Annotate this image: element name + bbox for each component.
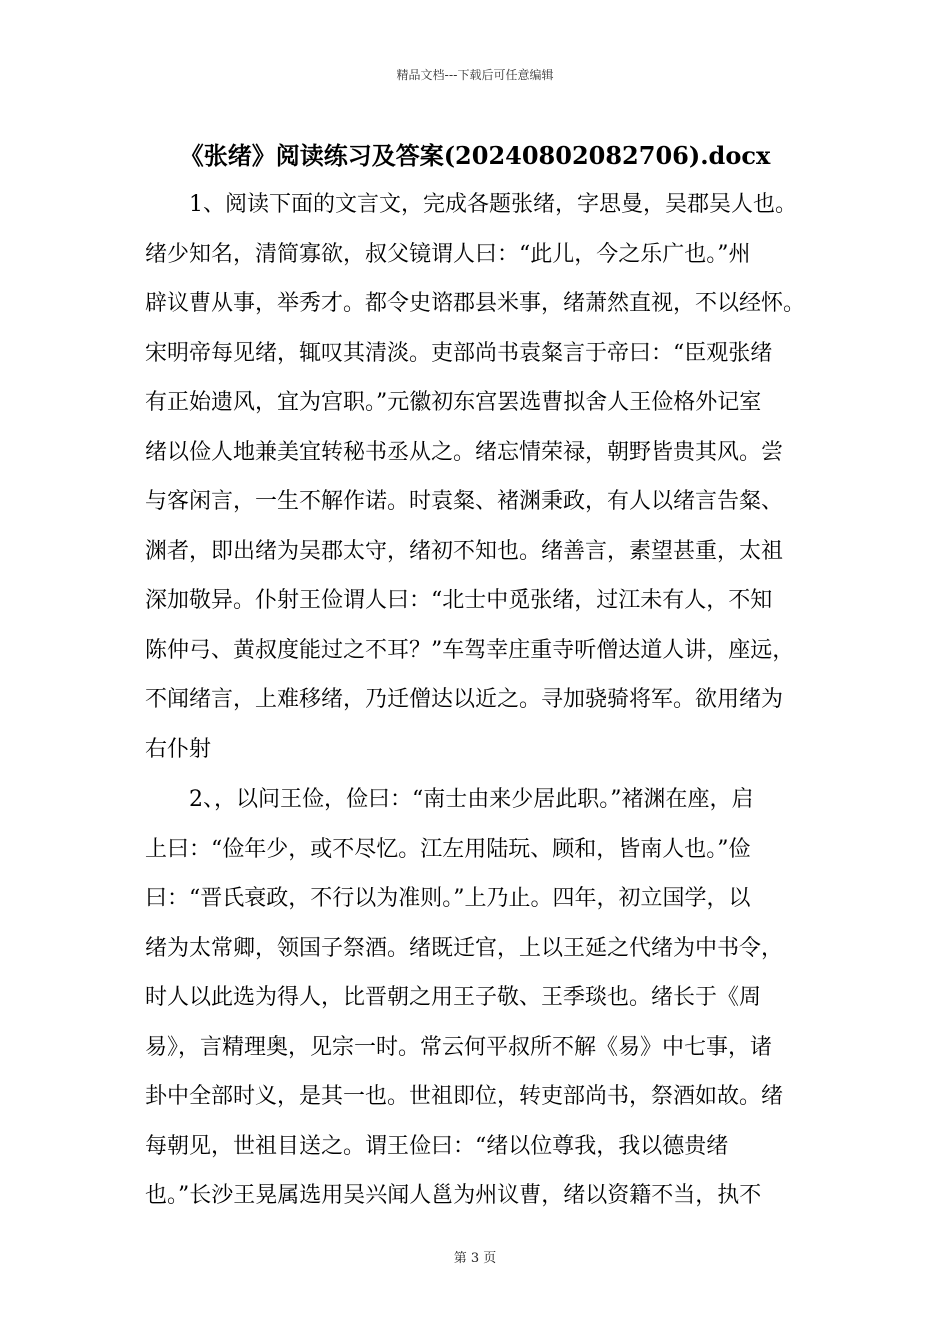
text-line: 也。”长沙王晃属选用吴兴闻人邕为州议曹，绪以资籍不当，执不 (145, 1183, 762, 1208)
text-line: 绪以俭人地兼美宜转秘书丞从之。绪忘情荣禄，朝野皆贵其风。尝 (145, 439, 784, 465)
text-line: 宋明帝每见绪，辄叹其清淡。吏部尚书袁粲言于帝曰：“臣观张绪 (145, 340, 773, 366)
paragraph-2 (145, 775, 825, 1221)
text-line: 绪为太常卿，领国子祭酒。绪既迁官，上以王延之代绪为中书令， (145, 935, 784, 961)
paragraph-1 (145, 180, 825, 774)
text-line: 2、，以问王俭，俭曰：“南士由来少居此职。”褚渊在座，启 (189, 787, 754, 812)
text-line: 绪少知名，清简寡欲，叔父镜谓人曰：“此儿，今之乐广也。”州 (145, 241, 751, 267)
text-line: 1、阅读下面的文言文，完成各题张绪，字思曼，吴郡吴人也。 (189, 192, 797, 217)
text-line: 右仆射 (145, 736, 212, 762)
text-line: 上曰：“俭年少，或不尽忆。江左用陆玩、顾和，皆南人也。”俭 (145, 836, 751, 862)
page-number: 第 3 页 (453, 1251, 497, 1266)
text-line: 易》，言精理奥，见宗一时。常云何平叔所不解《易》中七事，诸 (145, 1034, 773, 1060)
page-header: 精品文档---下载后可任意编辑 (396, 68, 554, 82)
text-line: 陈仲弓、黄叔度能过之不耳？”车驾幸庄重寺听僧达道人讲，座远， (145, 637, 795, 663)
text-line: 深加敬异。仆射王俭谓人曰：“北士中觅张绪，过江未有人，不知 (145, 588, 773, 613)
document-title: 《张绪》阅读练习及答案(20240802082706).docx (179, 141, 771, 170)
text-line: 渊者，即出绪为吴郡太守，绪初不知也。绪善言，素望甚重，太祖 (145, 538, 784, 564)
text-line: 有正始遗风，宜为宫职。”元徽初东宫罢选曹拟舍人王俭格外记室 (145, 390, 762, 415)
text-line: 不闻绪言，上难移绪，乃迁僧达以近之。寻加骁骑将军。欲用绪为 (145, 687, 784, 712)
text-line: 辟议曹从事，举秀才。都令史谘郡县米事，绪萧然直视，不以经怀。 (145, 291, 806, 316)
text-line: 卦中全部时义，是其一也。世祖即位，转吏部尚书，祭酒如故。绪 (145, 1084, 784, 1109)
text-line: 时人以此选为得人，比晋朝之用王子敬、王季琰也。绪长于《周 (145, 985, 762, 1010)
text-line: 每朝见，世祖目送之。谓王俭曰：“绪以位尊我，我以德贵绪 (145, 1133, 729, 1159)
text-line: 曰：“晋氏衰政，不行以为准则。”上乃止。四年，初立国学，以 (145, 886, 751, 911)
text-line: 与客闲言，一生不解作诺。时袁粲、褚渊秉政，有人以绪言告粲、 (145, 489, 784, 514)
